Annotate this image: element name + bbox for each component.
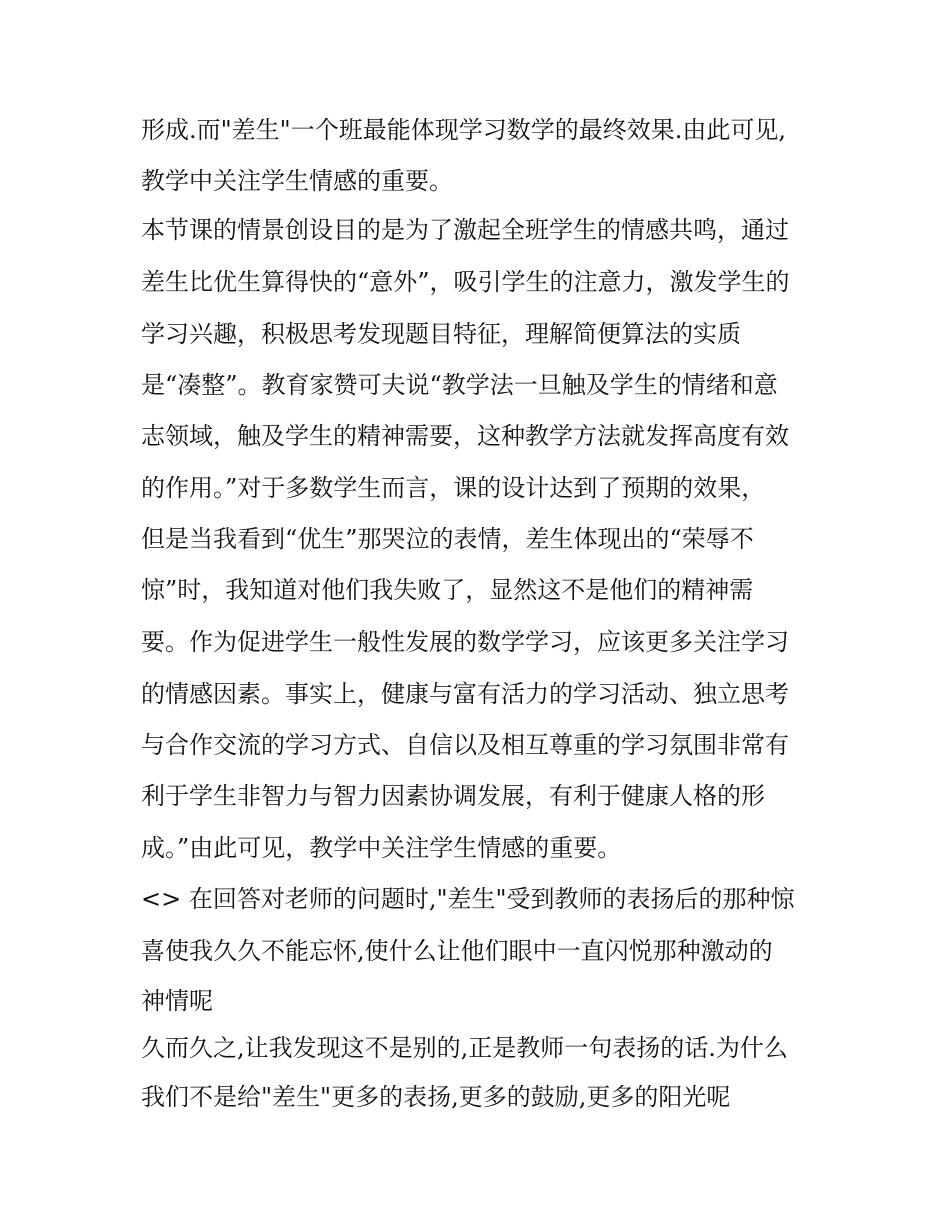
text-line: 久而久之,让我发现这不是别的,正是教师一句表扬的话.为什么 <box>141 1034 788 1062</box>
text-line: 教学中关注学生情感的重要。 <box>141 167 453 195</box>
text-line: 成。”由此可见，教学中关注学生情感的重要。 <box>141 834 622 862</box>
text-line: 我们不是给"差生"更多的表扬,更多的鼓励,更多的阳光呢 <box>141 1083 731 1111</box>
text-line: 的情感因素。事实上，健康与富有活力的学习活动、独立思考 <box>141 680 789 708</box>
text-line: 学习兴趣，积极思考发现题目特征，理解简便算法的实质 <box>141 320 741 348</box>
text-line: 是“凑整”。教育家赞可夫说“教学法一旦触及学生的情绪和意 <box>141 371 778 399</box>
text-line: 要。作为促进学生一般性发展的数学学习，应该更多关注学习 <box>141 628 789 656</box>
text-line: 差生比优生算得快的“意外”，吸引学生的注意力，激发学生的 <box>141 268 790 296</box>
text-line: 喜使我久久不能忘怀,使什么让他们眼中一直闪悦那种激动的 <box>141 937 773 965</box>
text-line: 与合作交流的学习方式、自信以及相互尊重的学习氛围非常有 <box>141 731 789 759</box>
text-line: 但是当我看到“优生”那哭泣的表情，差生体现出的“荣辱不 <box>141 525 754 553</box>
text-line: 神情呢 <box>141 987 213 1015</box>
text-line: 惊”时，我知道对他们我失败了，显然这不是他们的精神需 <box>141 576 754 604</box>
text-line: 形成.而"差生"一个班最能体现学习数学的最终效果.由此可见, <box>141 116 786 144</box>
text-line: 利于学生非智力与智力因素协调发展，有利于健康人格的形 <box>141 782 765 810</box>
text-line: 本节课的情景创设目的是为了激起全班学生的情感共鸣，通过 <box>141 216 789 244</box>
text-line: 的作用。”对于多数学生而言，课的设计达到了预期的效果， <box>141 474 766 502</box>
text-line: <> 在回答对老师的问题时,"差生"受到教师的表扬后的那种惊 <box>141 885 795 913</box>
text-line: 志领域，触及学生的精神需要，这种教学方法就发挥高度有效 <box>141 422 789 450</box>
